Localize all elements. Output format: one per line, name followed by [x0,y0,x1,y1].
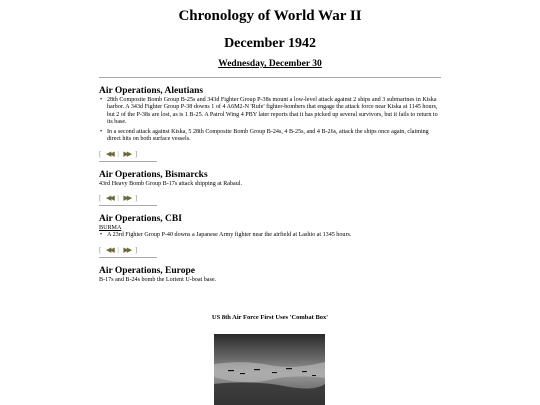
double-right-arrow-icon[interactable]: ▶▶ [123,193,131,202]
section-divider [99,161,157,162]
double-left-arrow-icon[interactable]: ◀◀ [105,193,113,202]
double-left-arrow-icon[interactable]: ◀◀ [105,149,113,158]
section-europe [99,266,444,284]
double-left-arrow-icon[interactable]: ◀◀ [105,245,113,254]
month-heading: December 1942 [224,36,316,51]
entry-list [99,97,444,144]
section-divider [99,257,157,258]
burma-link[interactable]: BURMA [99,225,122,232]
section-nav: [ ◀◀ | ▶▶ ] [99,149,138,158]
section-heading: Air Operations, Europe [99,265,195,276]
section-heading: Air Operations, Aleutians [99,86,204,96]
section-divider [99,205,157,206]
section-aleutians [99,86,444,162]
section-nav: [ ◀◀ | ▶▶ ] [99,245,138,254]
section-heading: Air Operations, CBI [99,214,182,225]
page-title: Chronology of World War II [178,8,362,24]
aerial-photo [214,334,325,405]
aerial-photo-image [214,334,325,405]
section-bismarcks [99,170,444,206]
feature-caption: US 8th Air Force First Uses 'Combat Box' [211,314,329,321]
double-right-arrow-icon[interactable]: ▶▶ [123,149,131,158]
section-heading: Air Operations, Bismarcks [99,169,208,180]
section-text: B-17s and B-24s bomb the Lorient U-boat base. [99,276,217,283]
section-text: 43rd Heavy Bomb Group B-17s attack shipping at Rabaul. [99,180,243,187]
section-cbi [99,214,444,258]
date-heading: Wednesday, December 30 [218,59,322,69]
chronology-content [99,86,444,284]
list-item: • 28th Composite Bomb Group B-25s and 343d Fighter Group P-38s mount a low-level attack against 2 ships and 3 submarines in Kiska harbor. A 343d Fighter Group P-38 downs 1 of 4 A6M2-N 'Rufe' fighter-bombers that engage the attack force near Kiska at 1145 hours, but 2 of the P-38s are lost, as is 1 B-25. A Patrol Wing 4 PBY later reports that it has picked up several survivors, but it fails to return to its base. [99,97,444,126]
entry-list [99,232,444,239]
list-item: • A 23rd Fighter Group P-40 downs a Japanese Army fighter near the airfield at Lashio at 1345 hours. [99,232,444,239]
double-right-arrow-icon[interactable]: ▶▶ [123,245,131,254]
section-nav: [ ◀◀ | ▶▶ ] [99,193,138,202]
list-item: • In a second attack against Kiska, 5 28th Composite Bomb Group B-24s, 4 B-25s, and 4 B-26s, attack the ships once again, claiming direct hits on both surface vessels. [99,129,444,144]
header-divider [99,77,441,78]
